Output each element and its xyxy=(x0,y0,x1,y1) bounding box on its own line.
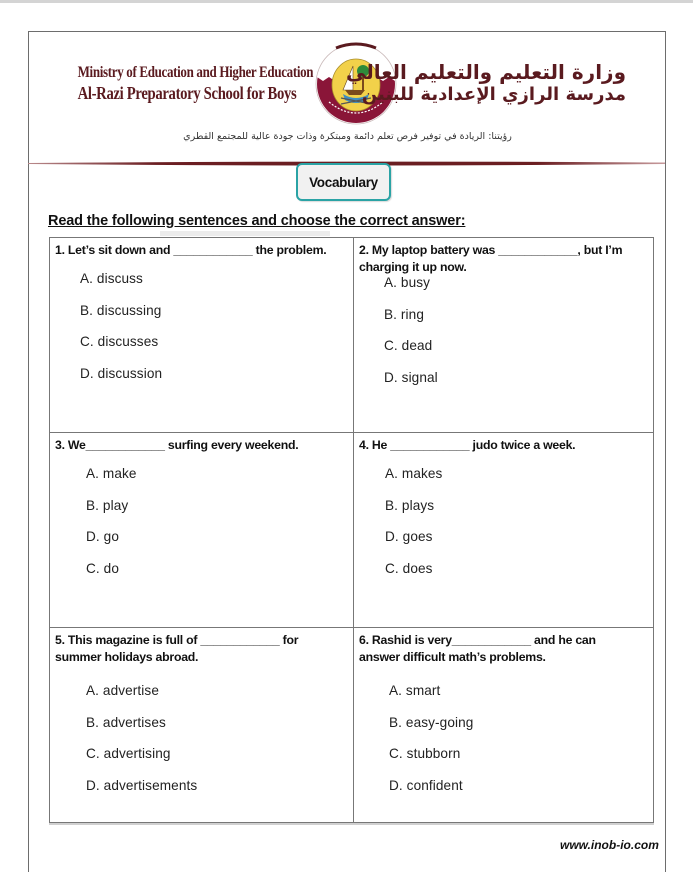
option[interactable]: A. make xyxy=(86,466,137,481)
section-title: Vocabulary xyxy=(309,174,378,190)
option[interactable]: A. smart xyxy=(389,683,441,698)
question-text: 1. Let’s sit down and ____________ the problem. xyxy=(55,243,327,257)
question-text: 4. He ____________ judo twice a week. xyxy=(359,438,576,452)
options-list xyxy=(86,464,347,591)
option[interactable]: C. stubborn xyxy=(389,746,461,762)
option[interactable]: D. goes xyxy=(385,529,433,545)
arabic-header xyxy=(345,60,626,106)
option[interactable]: A. makes xyxy=(385,466,443,481)
question-text: 5. This magazine is full of ____________ for summer holidays abroad. xyxy=(55,633,299,664)
option[interactable]: B. easy-going xyxy=(389,714,474,730)
option[interactable]: C. does xyxy=(385,561,433,577)
header-divider xyxy=(28,153,665,158)
options-list xyxy=(385,464,647,591)
option[interactable]: A. busy xyxy=(384,275,431,290)
option[interactable]: A. advertise xyxy=(86,683,159,698)
option[interactable]: B. plays xyxy=(385,497,435,513)
options-list xyxy=(389,681,647,808)
question-cell xyxy=(354,238,653,432)
watermark-link[interactable]: www.inob-io.com xyxy=(560,838,659,852)
ministry-name-ar: وزارة التعليم والتعليم العالي xyxy=(345,60,626,84)
option[interactable]: C. discusses xyxy=(80,334,159,350)
vision-tagline: رؤيتنا: الريادة في توفير فرص تعلم دائمة ومبتكرة وذات جودة عالية للمجتمع القطري xyxy=(183,131,512,142)
options-list xyxy=(80,269,347,396)
option[interactable]: B. advertises xyxy=(86,714,166,730)
instruction-text: Read the following sentences and choose the correct answer: xyxy=(48,213,466,229)
section-title-box xyxy=(296,163,391,201)
option[interactable]: D. advertisements xyxy=(86,778,198,794)
table-shadow xyxy=(49,823,654,825)
instruction-highlight xyxy=(160,231,330,236)
school-name-en: Al-Razi Preparatory School for Boys xyxy=(77,83,297,103)
questions-table xyxy=(49,237,654,823)
option[interactable]: B. discussing xyxy=(80,302,162,318)
question-cell xyxy=(354,627,653,822)
option[interactable]: A. discuss xyxy=(80,271,143,286)
question-text: 6. Rashid is very____________ and he can answer difficult math’s problems. xyxy=(359,633,596,664)
option[interactable]: D. discussion xyxy=(80,366,163,382)
school-name-ar: مدرسة الرازي الإعدادية للبنين xyxy=(361,84,626,105)
option[interactable]: C. advertising xyxy=(86,746,171,762)
option[interactable]: B. ring xyxy=(384,306,424,322)
english-header xyxy=(77,63,314,103)
option[interactable]: D. signal xyxy=(384,370,438,386)
question-cell xyxy=(50,432,354,627)
question-cell xyxy=(354,432,653,627)
top-strip xyxy=(0,0,693,3)
option[interactable]: C. do xyxy=(86,561,119,577)
question-text: 2. My laptop battery was ____________, but I’m charging it up now. xyxy=(359,243,623,274)
ministry-name-en: Ministry of Education and Higher Education xyxy=(77,64,314,81)
question-text: 3. We____________ surfing every weekend. xyxy=(55,438,299,452)
option[interactable]: C. dead xyxy=(384,338,433,354)
option[interactable]: B. play xyxy=(86,497,129,513)
question-cell xyxy=(50,627,354,822)
question-cell xyxy=(50,238,354,432)
options-list xyxy=(86,681,347,808)
options-list xyxy=(384,273,647,400)
option[interactable]: D. confident xyxy=(389,778,463,794)
option[interactable]: D. go xyxy=(86,529,119,545)
